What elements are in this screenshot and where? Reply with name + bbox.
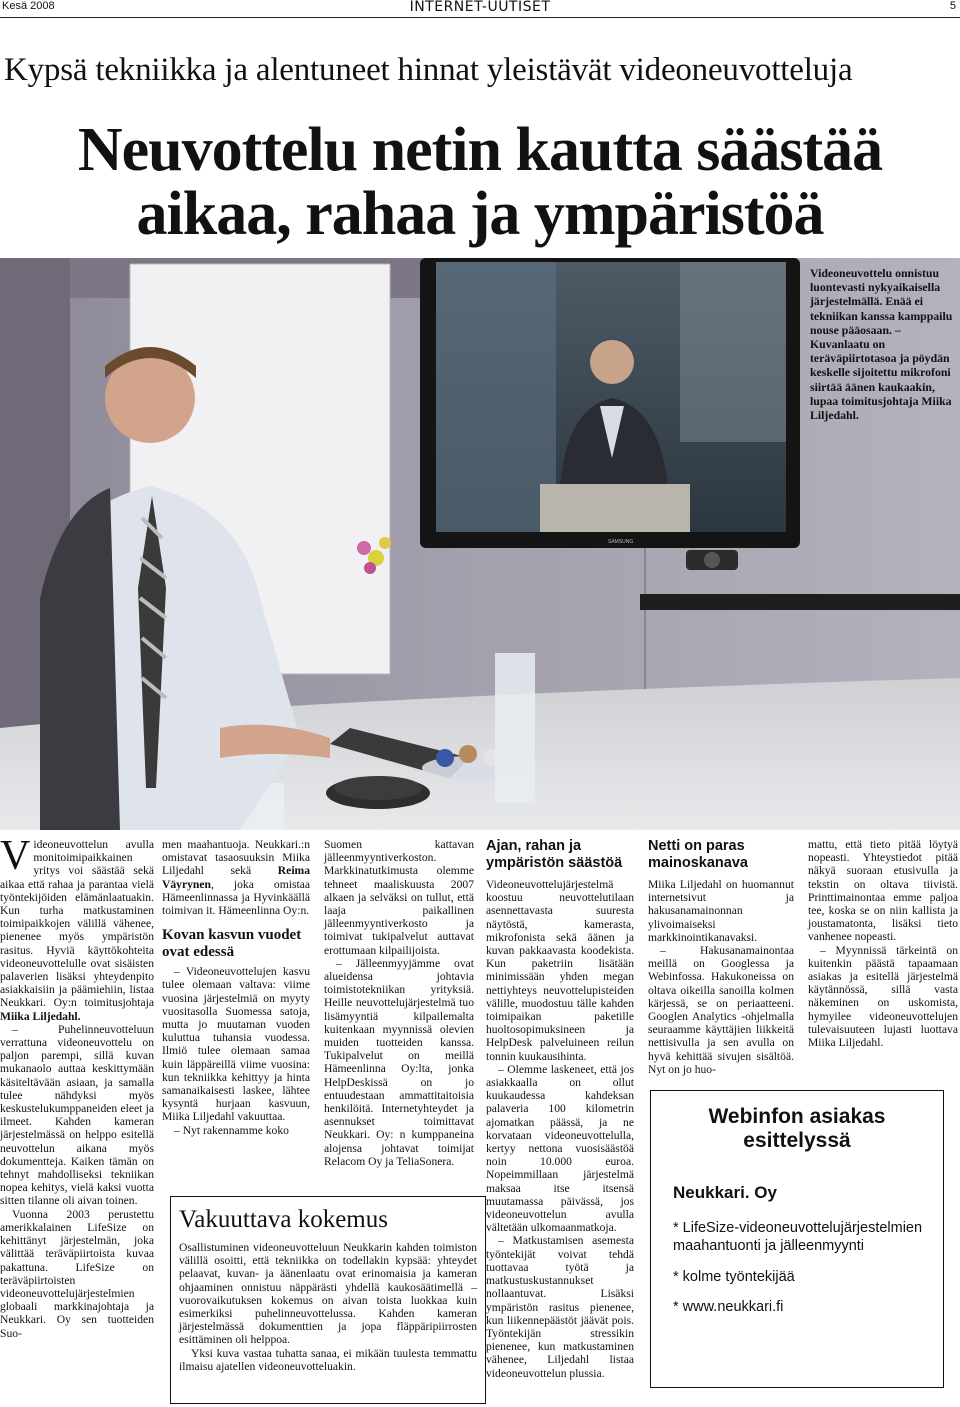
header-rule [0,17,960,18]
col2-paragraph-1b: , joka omistaa Hämeenlinnassa ja Hyvinkäällä toimivan it. Hämeenlinna Oy:n. [162,877,310,918]
col6-paragraph-2: – Myynnissä tärkeintä on kuitenkin päästä tapaamaan asiakas ja esitellä järjestelmä käytännössä, sillä vasta näkeminen on uskomista, hymyilee videoneuvottelujen tulevaisuuteen lujasti luottava Miika Liljedahl. [808,943,958,1050]
page-number: 5 [949,0,956,12]
col5-subheading: Netti on paras mainoskanava [648,838,748,871]
article-column-5 [648,838,794,1076]
drop-cap: V [0,833,31,879]
screen-brand: SAMSUNG [608,539,634,545]
article-column-6 [808,838,958,1049]
col3-paragraph-2: – Jälleenmyyjämme ovat alueidensa johtavia toimistotekniikan yrityksiä. Heille neuvottelujärjestelmä tuo lisämyyntiä kilpailemalta kuitenkaan myynnissä olevien muiden tuotteiden kanssa. Tukipalvelut on meillä Hämeenlinna Oy:lta, jonka HelpDeskissä on jo entuudestaan ammattitaitoisia henkilöitä. Internetyhteydet ja asennukset toimittavat Neukkari. Oy: n kumppaneina alojensa johtavat toimijat Relacom Oy ja TeliaSonera. [324,956,474,1168]
photo-caption: Videoneuvottelu onnistuu luontevasti nykyaikaisella järjestelmällä. Enää ei tekniikan kanssa kamppailu nouse pääosaan. – Kuvanlaatu on teräväpiirtotasoa ja pöydän keskelle sijoitettu mikrofoni siirtää äänen kaukaakin, lupaa toimitusjohtaja Miika Liljedahl. [810,266,953,423]
col4-paragraph-1: Videoneuvottelujärjestelmä koostuu neuvottelutilaan asennettavasta suuresta näytöstä, kamerasta, mikrofonista sekä äänen ja kuvan pakkaavasta koodekista. Kun paketriin lisätään minimissään yhden megan nettiyhteys neuvottelupisteiden välille, muodostuu tälle kahden toimipaikan paketille huoltosopimuksineen ja HelpDesk palveluineen reilun tonnin kuukausihinta. [486,878,634,1063]
col1-bold-name: Miika Liljedahl. [0,1009,81,1023]
company-info-box [650,1090,944,1388]
info-box-item-3: * www.neukkari.fi [673,1299,784,1315]
col2-subheading: Kovan kasvun vuodet ovat edessä [162,927,302,961]
issue-date: Kesä 2008 [2,0,55,12]
article-column-4 [486,838,634,1380]
col4-paragraph-2: – Olemme laskeneet, että jos asiakkaalla on ollut kuukaudessa kahdeksan palaveria 100 kilometrin ajomatkan päässä, ja ne korvataan videoneuvottelulla, kertyy nettona vuosisäästöä noin 10.000 euroa. Nopeimmillaan järjestelmä maksaa itse itsensä muutamassa päivässä, jos videoneuvottelun avulla vältetään ulkomaanmatkoja. [486,1062,634,1235]
box-title: Vakuuttava kokemus [179,1206,388,1233]
col1-paragraph-3: Vuonna 2003 perustettu amerikkalainen LifeSize on kehittänyt järjestelmän, joka välittää teräväpiirtoista kuvaa pakattuna. LifeSize on teräväpiirtoisten videoneuvottelujärjestelmien globaali markkinajohtaja ja Neukkari. Oy sen tuotteiden Suo- [0,1207,154,1340]
col5-paragraph-2: – Hakusanamainontaa meillä on Googlessa ja Webinfossa. Hakukoneissa on oltava oikeilla sanoilla kolmen kärjessä, se on periaatteeni. Googlen Analytics -ohjelmalla seuraamme käyttäjien liikkeitä nettisivulla ja sen avulla on hyvä kehittää sivujen sisältöä. Nyt on jo huo- [648,944,794,1076]
info-box-item-1: * LifeSize-videoneuvottelujärjestelmien maahantuonti ja jälleenmyynti [673,1220,923,1254]
col5-paragraph-1: Miika Liljedahl on huomannut internetsivut ja hakusanamainonnan ylivoimaiseksi markkinointikanavaksi. [648,878,794,944]
kicker: Kypsä tekniikka ja alentuneet hinnat yleistävät videoneuvotteluja [4,52,853,88]
headline-line-2: aikaa, rahaa ja ympäristöä [136,180,824,248]
info-box-item-2: * kolme työntekijää [673,1269,795,1285]
headline-line-1: Neuvottelu netin kautta säästää [77,116,883,184]
box-paragraph-1: Osallistuminen videoneuvotteluun Neukkarin kahden toimiston välillä osoitti, että tekniikka on todellakin kypsää: yhteydet pelaavat, kuvan- ja äänenlaatu ovat erinomaisia ja kameran ohjaaminen onnistuu näppärästi yhdellä kaukosäätimellä – vuorovaikutuksen kokemus on aivan toista luokkaa kuin esimerkiksi puhelinneuvottelussa. Kahden kameran järjestelmässä dokumenttien ja jopa fläppäripiirrosten esittäminen oli helppoa. [179,1241,477,1347]
col6-paragraph-1: mattu, että tieto pitää löytyä nopeasti. Yhteystiedot pitää näkyä suoraan etusivulla ja tekstin on oltava tiivistä. Printtimainontaa emme paljoa tee, koska se on niin kallista ja joustamatonta, lisäksi tieto vanhenee nopeasti. [808,838,958,944]
section-title: INTERNET-UUTISET [409,0,551,15]
info-box-title-line-1: Webinfon asiakas [708,1105,886,1128]
col1-paragraph-2: – Puhelinneuvotteluun verrattuna videoneuvottelu on paljon parempi, sillä kuvan mukanaolo auttaa keskittymään käsiteltävään asiaan, ja samalla tulee nähdyksi myös keskustelukumppaneiden eleet ja ilmeet. Kahden kameran järjestelmässä on helppo esitellä neuvottelun aikana myös dokumentteja. Kaiken tämän on tehnyt mahdolliseksi tekniikan nopea kehitys, vielä kaksi vuotta sitten tilanne oli aivan toinen. [0,1022,154,1208]
col2-paragraph-3: – Nyt rakennamme koko [174,1123,289,1137]
info-box-title [651,1105,943,1153]
article-column-1 [0,833,154,1340]
headline [0,118,960,246]
sidebar-box-vakuuttava [170,1196,486,1404]
col2-bold-name: Reima Väyrynen [162,864,310,891]
col2-paragraph-1a: men maahantuoja. Neukkari.:n omistavat tasaosuuksin Miika Liljedahl sekä [162,838,310,878]
col4-paragraph-3: – Matkustamisen asemesta työntekijät voivat tehdä tuottavaa työtä ja matkustuskustannukset nollaantuvat. Lisäksi ympäristön rasitus pienenee, kun liikennepäästöt jäävät pois. Työntekijän stressikin pienenee, kun matkustaminen vähenee, Liljedahl listaa videoneuvottelun plussia. [486,1234,634,1380]
info-box-title-line-2: esittelyssä [743,1129,851,1152]
article-column-3 [324,838,474,1168]
info-box-company: Neukkari. Oy [673,1183,777,1202]
col4-subheading: Ajan, rahan ja ympäristön säästöä [486,838,623,871]
box-paragraph-2: Yksi kuva vastaa tuhatta sanaa, ei mikään tuulesta temmattu ilmaisu ajatellen videoneuvotteluakin. [179,1346,477,1373]
article-column-2 [162,838,310,1137]
col2-paragraph-2: – Videoneuvottelujen kasvu tulee olemaan valtava: viime vuosina järjestelmiä on myyty vuositasolla Suomessa satoja, mutta jo muutaman vuoden kuluttua tuhansia vuodessa. Ilmiö tulee olemaan samaa kuin läppäreillä viime vuosina: kun tekniikka kehittyy ja hinta samanaikaisesti laskee, lähtee kysyntä hurjaan kasvuun, Miika Liljedahl vakuuttaa. [162,965,310,1124]
col1-paragraph-1: ideoneuvottelun avulla monitoimipaikkainen yritys voi säästää sekä aikaa että rahaa ja parantaa vielä työntekijöiden elämänlaatuakin. Kun turha matkustaminen toimipaikkojen välillä vähenee, pienenee myös ympäristön rasitus. Hyviä käyttökohteita videoneuvottelulle ovat sisäisten palaverien lisäksi yhteydenpito asiakkaisiin ja päämiehiin, listaa Neukkari. Oy:n toimitusjohtaja [0,838,154,1010]
col3-paragraph-1: Suomen kattavan jälleenmyyntiverkoston. Markkinatutkimusta olemme tehneet maaliskuusta 2007 alkaen ja selväksi on tullut, että laaja paikallinen jälleenmyyntiverkosto ja toimivat tukipalvelut auttavat erottumaan kilpailijoista. [324,838,474,957]
